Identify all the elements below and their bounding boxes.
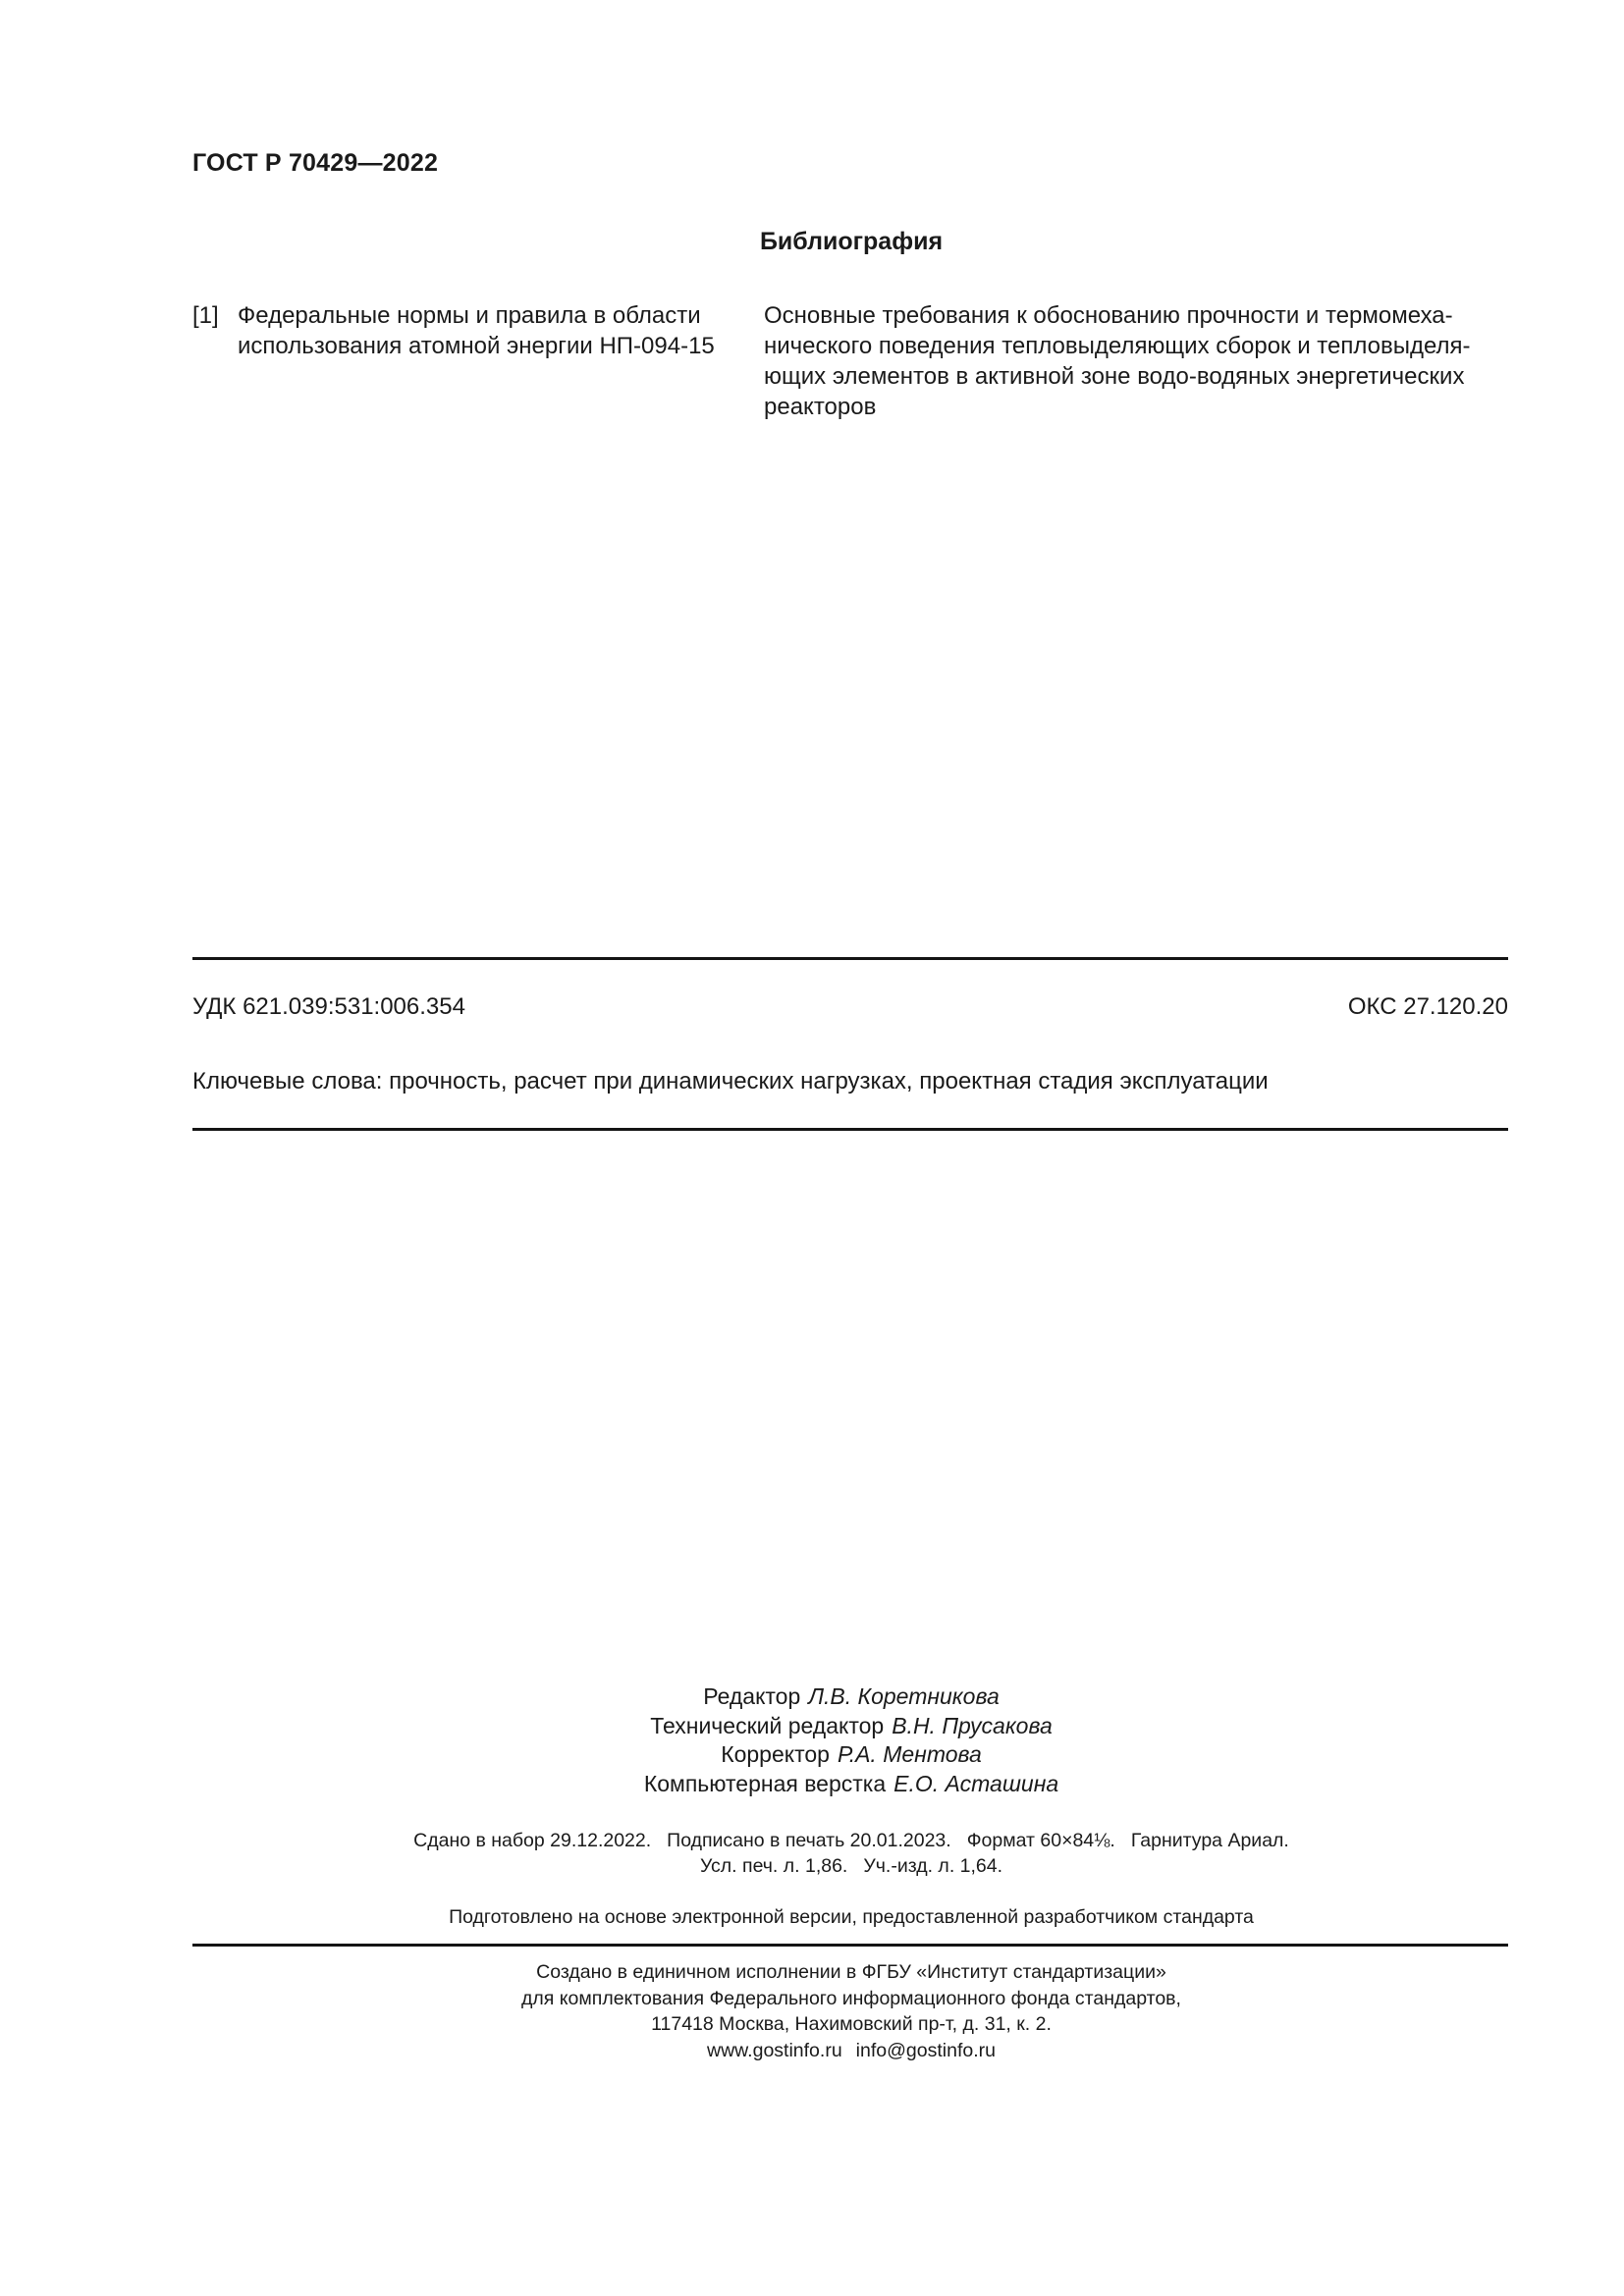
document-code-header: ГОСТ Р 70429—2022 <box>192 149 439 177</box>
credit-role: Корректор <box>721 1741 830 1767</box>
print-sheets: Усл. печ. л. 1,86. <box>699 1855 848 1877</box>
credit-role: Редактор <box>703 1683 801 1709</box>
credit-role: Технический редактор <box>650 1712 885 1738</box>
credit-name: Е.О. Асташина <box>893 1770 1059 1796</box>
bibliography-entry-number: [1] <box>192 302 219 329</box>
udk-code: УДК 621.039:531:006.354 <box>192 993 465 1020</box>
source-line: использования атомной энергии НП-094-15 <box>238 333 715 359</box>
divider-bottom <box>192 1944 1508 1947</box>
credits-block <box>0 1682 1624 1798</box>
credit-layout <box>0 1770 1624 1799</box>
credit-tech-editor <box>0 1712 1624 1741</box>
credit-name: В.Н. Прусакова <box>892 1712 1053 1738</box>
bibliography-entry-description <box>764 300 1510 422</box>
credit-role: Компьютерная верстка <box>643 1770 887 1796</box>
publisher-line: для комплектования Федерального информационного фонда стандартов, <box>521 1987 1181 2009</box>
publisher-block <box>0 1959 1624 2063</box>
credit-editor <box>0 1682 1624 1712</box>
keywords: Ключевые слова: прочность, расчет при динамических нагрузках, проектная стадия эксплуатации <box>192 1068 1269 1095</box>
typeface: Гарнитура Ариал. <box>1130 1830 1289 1851</box>
publisher-address: 117418 Москва, Нахимовский пр-т, д. 31, к. 2. <box>651 2013 1052 2035</box>
credit-name: Л.В. Коретникова <box>808 1683 1000 1709</box>
imprint-line-2 <box>0 1853 1624 1879</box>
publishing-sheets: Уч.-изд. л. 1,64. <box>863 1855 1003 1877</box>
imprint-block <box>0 1828 1624 1879</box>
print-date: Подписано в печать 20.01.2023. <box>667 1830 951 1851</box>
publisher-contacts <box>0 2038 1624 2064</box>
description-line: нического поведения тепловыделяющих сборок и тепловыделя- <box>764 333 1471 359</box>
description-line: Основные требования к обоснованию прочности и термомеха- <box>764 302 1453 329</box>
typeset-date: Сдано в набор 29.12.2022. <box>413 1830 652 1851</box>
prepared-note: Подготовлено на основе электронной версии, предоставленной разработчиком стандарта <box>449 1906 1254 1928</box>
source-line: Федеральные нормы и правила в области <box>238 302 701 329</box>
format: Формат 60×84⅛. <box>966 1830 1115 1851</box>
publisher-line: Создано в единичном исполнении в ФГБУ «Институт стандартизации» <box>536 1961 1166 1983</box>
description-line: ющих элементов в активной зоне водо-водяных энергетических <box>764 363 1465 390</box>
bibliography-entry-source <box>238 300 748 361</box>
website-link[interactable]: www.gostinfo.ru <box>707 2039 842 2061</box>
email-link[interactable]: info@gostinfo.ru <box>855 2039 996 2061</box>
divider-keywords <box>192 1128 1508 1131</box>
bibliography-title: Библиография <box>759 228 944 255</box>
imprint-line-1 <box>0 1828 1624 1853</box>
description-line: реакторов <box>764 394 877 420</box>
divider-top <box>192 957 1508 960</box>
credit-corrector <box>0 1740 1624 1770</box>
oks-code: ОКС 27.120.20 <box>1347 993 1508 1020</box>
credit-name: Р.А. Ментова <box>837 1741 982 1767</box>
